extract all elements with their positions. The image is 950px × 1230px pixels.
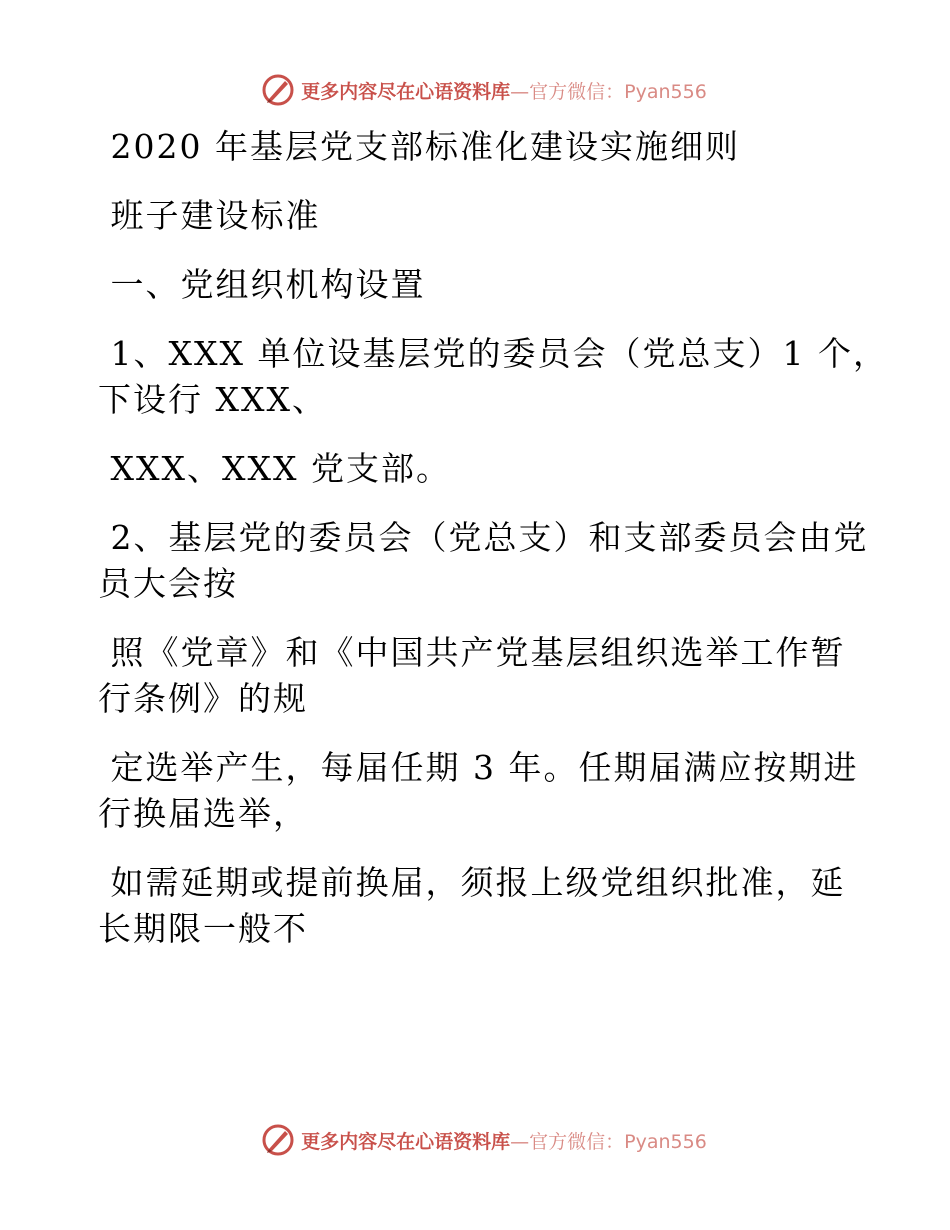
subsection-heading: 一、党组织机构设置 [98, 265, 426, 304]
text-line: 下设行 XXX、 [98, 380, 327, 419]
watermark-group [261, 73, 707, 107]
text-line: 员大会按 [98, 564, 238, 603]
text-line: 1、XXX 单位设基层党的委员会（党总支）1 个， [98, 334, 888, 373]
document-title: 2020 年基层党支部标准化建设实施细则 [98, 127, 740, 166]
pen-logo-icon [261, 73, 295, 107]
paragraph-item-1 [98, 331, 888, 423]
paragraph-section-heading [98, 193, 858, 239]
watermark-text [301, 77, 707, 104]
paragraph-item-1-cont [98, 446, 858, 492]
paragraph-item-2-cont-a [98, 630, 858, 722]
text-line: 行条例》的规 [98, 679, 308, 718]
paragraph-item-2-cont-c [98, 860, 858, 952]
text-line: 照《党章》和《中国共产党基层组织选举工作暂 [98, 633, 846, 672]
text-line: 长期限一般不 [98, 909, 308, 948]
text-line: 2、基层党的委员会（党总支）和支部委员会由党 [98, 518, 869, 557]
paragraph-subheading [98, 262, 858, 308]
watermark-group [261, 1123, 707, 1157]
paragraph-item-2 [98, 515, 869, 607]
footer-watermark [0, 1120, 950, 1160]
header-watermark [0, 70, 950, 110]
text-line: 定选举产生，每届任期 3 年。任期届满应按期进 [98, 748, 859, 787]
paragraph-item-2-cont-b [98, 745, 858, 837]
watermark-main: 更多内容尽在心语资料库 [301, 1130, 511, 1153]
watermark-sub: —官方微信：Pyan556 [510, 80, 707, 103]
text-line: 如需延期或提前换届，须报上级党组织批准，延 [98, 863, 846, 902]
pen-logo-icon [261, 1123, 295, 1157]
text-line: 行换届选举， [98, 794, 308, 833]
watermark-text [301, 1127, 707, 1154]
watermark-sub: —官方微信：Pyan556 [510, 1130, 707, 1153]
text-line: XXX、XXX 党支部。 [98, 449, 451, 488]
section-heading: 班子建设标准 [98, 196, 321, 235]
paragraph-title [98, 124, 858, 170]
document-body [98, 124, 888, 952]
watermark-main: 更多内容尽在心语资料库 [301, 80, 511, 103]
